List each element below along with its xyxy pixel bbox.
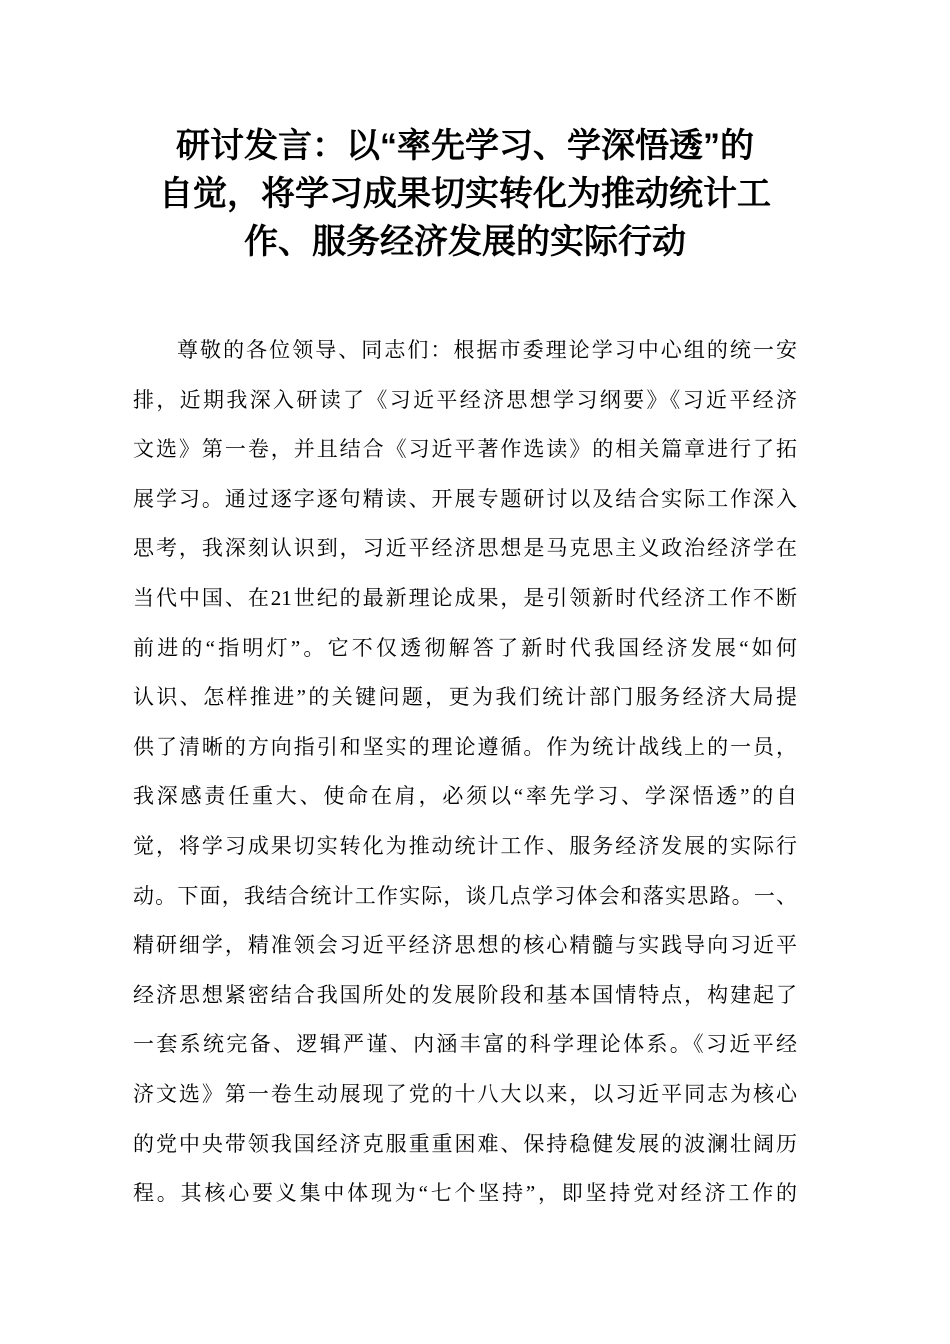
body-line-8: 认识、怎样推进”的关键问题，更为我们统计部门服务经济大局提 — [133, 685, 797, 710]
document-body — [133, 326, 797, 1219]
body-line-6: 当代中国、在21世纪的最新理论成果，是引领新时代经济工作不断 — [133, 585, 797, 610]
body-line-17: 的党中央带领我国经济克服重重困难、保持稳健发展的波澜壮阔历 — [133, 1131, 797, 1156]
body-line-10: 我深感责任重大、使命在肩，必须以“率先学习、学深悟透”的自 — [133, 784, 797, 809]
document-title — [133, 122, 797, 266]
body-line-9: 供了清晰的方向指引和坚实的理论遵循。作为统计战线上的一员， — [133, 734, 797, 759]
body-line-11: 觉，将学习成果切实转化为推动统计工作、服务经济发展的实际行 — [133, 833, 797, 858]
body-line-16: 济文选》第一卷生动展现了党的十八大以来，以习近平同志为核心 — [133, 1081, 797, 1106]
body-line-15: 一套系统完备、逻辑严谨、内涵丰富的科学理论体系。《习近平经 — [133, 1032, 797, 1057]
title-line-3: 作、服务经济发展的实际行动 — [244, 223, 686, 261]
body-line-5: 思考，我深刻认识到，习近平经济思想是马克思主义政治经济学在 — [133, 536, 797, 561]
body-line-4: 展学习。通过逐字逐句精读、开展专题研讨以及结合实际工作深入 — [133, 486, 797, 511]
body-line-12: 动。下面，我结合统计工作实际，谈几点学习体会和落实思路。一、 — [133, 883, 797, 908]
body-line-1: 尊敬的各位领导、同志们：根据市委理论学习中心组的统一安 — [177, 338, 797, 362]
title-line-2: 自觉，将学习成果切实转化为推动统计工 — [159, 175, 771, 213]
body-line-14: 经济思想紧密结合我国所处的发展阶段和基本国情特点，构建起了 — [133, 982, 797, 1007]
body-line-18: 程。其核心要义集中体现为“七个坚持”，即坚持党对经济工作的 — [133, 1181, 797, 1206]
body-line-13: 精研细学，精准领会习近平经济思想的核心精髓与实践导向习近平 — [133, 933, 797, 958]
body-line-2: 排，近期我深入研读了《习近平经济思想学习纲要》《习近平经济 — [133, 387, 797, 412]
body-line-3: 文选》第一卷，并且结合《习近平著作选读》的相关篇章进行了拓 — [133, 437, 797, 462]
title-line-1: 研讨发言：以“率先学习、学深悟透”的 — [176, 127, 754, 165]
body-line-7: 前进的“指明灯”。它不仅透彻解答了新时代我国经济发展“如何 — [133, 635, 797, 660]
